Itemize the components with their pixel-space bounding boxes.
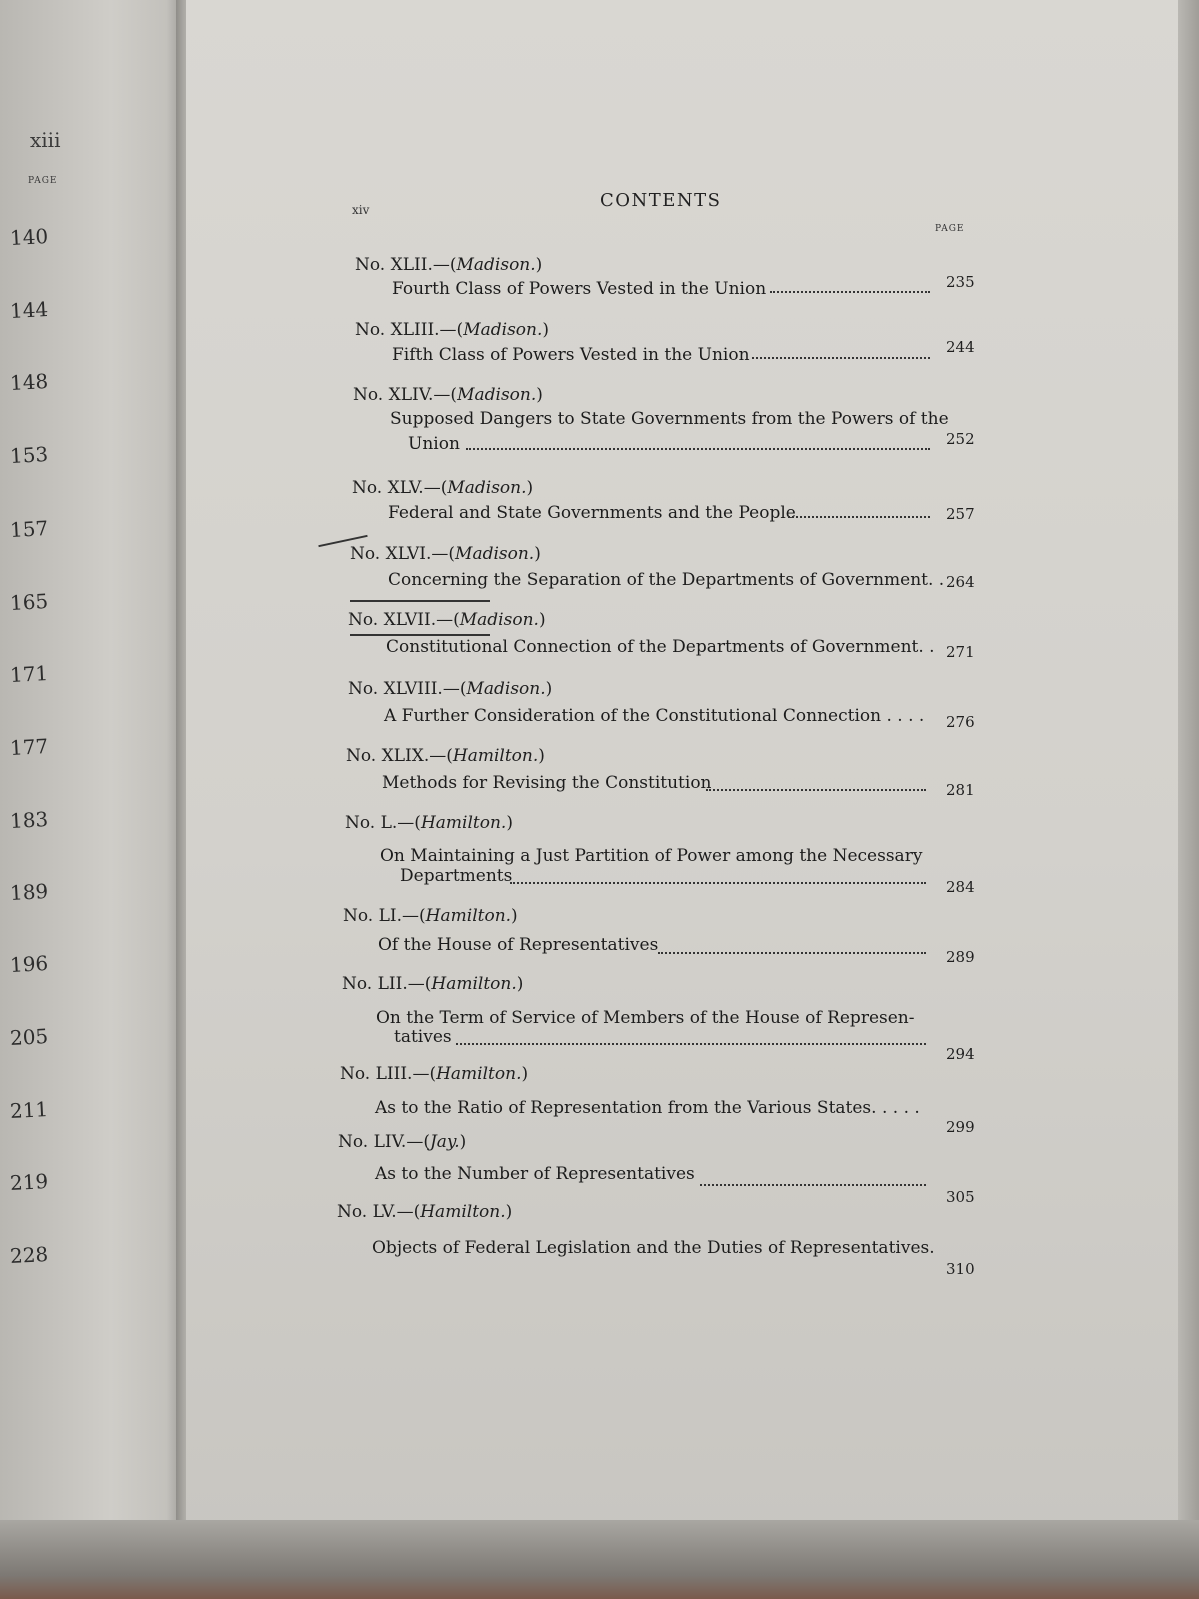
- entry-number: No. XLVII.—(Madison.): [348, 610, 546, 630]
- entry-number: No. XLVI.—(Madison.): [350, 544, 541, 564]
- entry-author: Hamilton.: [431, 974, 517, 994]
- entry-page-number: 310: [946, 1260, 975, 1278]
- entry-author: Madison.: [457, 385, 537, 405]
- entry-number: No. LI.—(Hamilton.): [343, 906, 518, 926]
- entry-title-continuation: Departments: [400, 866, 513, 886]
- entry-number: No. XLIV.—(Madison.): [353, 385, 543, 405]
- entry-page-number: 244: [946, 338, 975, 356]
- entry-title: On Maintaining a Just Partition of Power among the Necessary: [380, 846, 923, 866]
- entry-title: Objects of Federal Legislation and the Duties of Representatives.: [372, 1238, 935, 1258]
- entry-page-number: 235: [946, 273, 975, 291]
- entry-author: Hamilton.: [420, 1202, 506, 1222]
- entry-title: As to the Ratio of Representation from the Various States. . . . .: [375, 1098, 920, 1118]
- entry-title: Constitutional Connection of the Departments of Government. .: [386, 637, 935, 657]
- entry-author: Hamilton.: [425, 906, 512, 926]
- entry-author: Madison.: [466, 679, 546, 699]
- entry-author: Madison.: [447, 478, 527, 498]
- entry-title-continuation: tatives: [394, 1027, 452, 1047]
- entry-title: Of the House of Representatives: [378, 935, 659, 955]
- entry-author: Madison.: [463, 320, 543, 340]
- entry-page-number: 252: [946, 430, 975, 448]
- entry-number: No. XLVIII.—(Madison.): [348, 679, 553, 699]
- left-page-number: 140: [9, 224, 49, 250]
- page-title: CONTENTS: [600, 190, 722, 211]
- left-page-number: 196: [9, 951, 49, 977]
- right-page: [186, 0, 1190, 1540]
- entry-page-number: 299: [946, 1118, 975, 1136]
- entry-page-number: 257: [946, 505, 975, 523]
- entry-page-number: 294: [946, 1045, 975, 1063]
- leader-dots: [752, 357, 930, 359]
- entry-author: Hamilton.: [436, 1064, 522, 1084]
- left-page-number: 228: [9, 1242, 49, 1268]
- leader-dots: [510, 882, 926, 884]
- leader-dots: [770, 291, 930, 293]
- leader-dots: [788, 516, 930, 518]
- entry-author: Madison.: [456, 255, 536, 275]
- entry-number: No. XLIII.—(Madison.): [355, 320, 550, 340]
- entry-title: Fourth Class of Powers Vested in the Union: [392, 279, 767, 299]
- left-page-column-label: PAGE: [28, 176, 58, 186]
- left-page-number: 157: [9, 516, 49, 542]
- entry-page-number: 276: [946, 713, 975, 731]
- entry-author: Hamilton.: [420, 813, 507, 833]
- leader-dots: [658, 952, 926, 954]
- entry-title: Supposed Dangers to State Governments from the Powers of the: [390, 409, 949, 429]
- entry-title: A Further Consideration of the Constitutional Connection . . . .: [384, 706, 925, 726]
- entry-number: No. XLII.—(Madison.): [355, 255, 543, 275]
- entry-number: No. LIV.—(Jay.): [338, 1132, 467, 1152]
- right-page-column-label: PAGE: [935, 224, 965, 234]
- left-page-number: 171: [9, 661, 49, 687]
- left-page: [0, 0, 185, 1599]
- left-page-number: 148: [9, 369, 49, 395]
- right-page-edge: [1178, 0, 1199, 1599]
- left-page-number: 144: [9, 297, 49, 323]
- table-surface: [0, 1520, 1199, 1599]
- left-page-number: 177: [9, 734, 49, 760]
- left-page-number: 189: [9, 879, 49, 905]
- entry-number: No. XLV.—(Madison.): [352, 478, 534, 498]
- entry-title-continuation: Union: [408, 434, 460, 454]
- entry-title: As to the Number of Representatives: [375, 1164, 695, 1184]
- entry-page-number: 271: [946, 643, 975, 661]
- left-page-folio: xiii: [30, 128, 61, 152]
- entry-number: No. L.—(Hamilton.): [345, 813, 513, 833]
- entry-title: On the Term of Service of Members of the House of Represen-: [376, 1008, 915, 1028]
- entry-author: Madison.: [455, 544, 535, 564]
- entry-page-number: 305: [946, 1188, 975, 1206]
- entry-title: Fifth Class of Powers Vested in the Union: [392, 345, 750, 365]
- right-page-folio: xiv: [352, 203, 370, 217]
- entry-title: Concerning the Separation of the Departments of Government. .: [388, 570, 945, 590]
- left-page-number: 219: [9, 1169, 49, 1195]
- entry-page-number: 284: [946, 878, 975, 896]
- entry-page-number: 281: [946, 781, 975, 799]
- entry-title: Federal and State Governments and the People: [388, 503, 796, 523]
- left-page-number: 153: [9, 442, 49, 468]
- entry-number: No. LII.—(Hamilton.): [342, 974, 524, 994]
- left-page-number: 205: [9, 1024, 49, 1050]
- entry-page-number: 289: [946, 948, 975, 966]
- entry-number: No. XLIX.—(Hamilton.): [346, 746, 545, 766]
- entry-author: Hamilton.: [452, 746, 539, 766]
- entry-author: Madison.: [459, 610, 539, 630]
- entry-page-number: 264: [946, 573, 975, 591]
- leader-dots: [706, 789, 926, 791]
- leader-dots: [700, 1184, 926, 1186]
- pen-mark: [350, 600, 490, 602]
- left-page-number: 165: [9, 589, 49, 615]
- pen-mark: [350, 634, 490, 636]
- entry-title: Methods for Revising the Constitution: [382, 773, 712, 793]
- leader-dots: [466, 448, 930, 450]
- entry-number: No. LV.—(Hamilton.): [337, 1202, 513, 1222]
- entry-number: No. LIII.—(Hamilton.): [340, 1064, 529, 1084]
- leader-dots: [456, 1043, 926, 1045]
- left-page-number: 211: [9, 1097, 49, 1123]
- entry-author: Jay.: [429, 1132, 460, 1152]
- left-page-number: 183: [9, 807, 49, 833]
